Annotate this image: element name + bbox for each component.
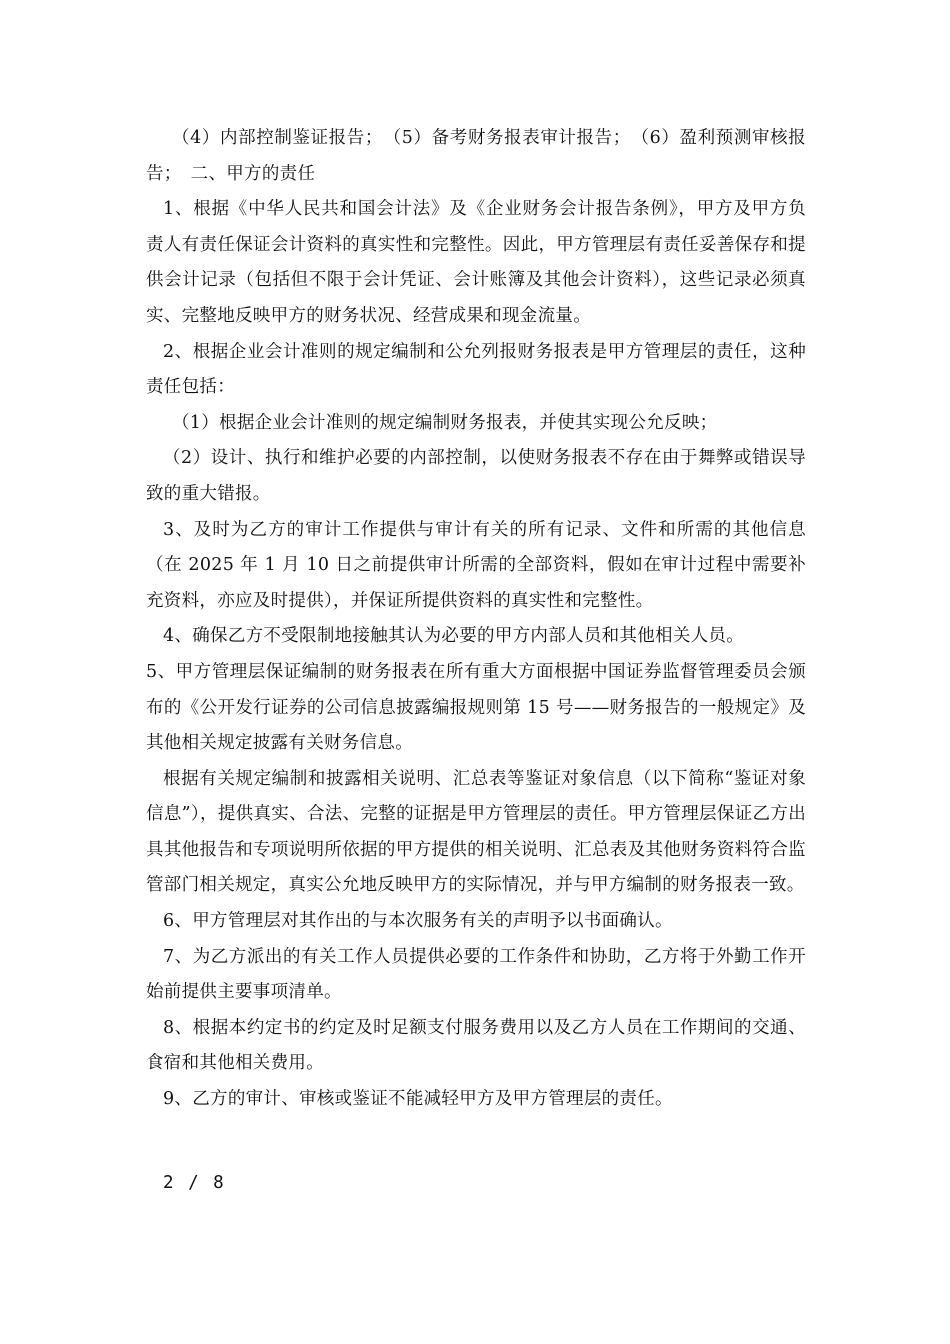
paragraph-responsibility-4: 4、确保乙方不受限制地接触其认为必要的甲方内部人员和其他相关人员。 [163,626,745,647]
paragraph-responsibility-7: 7、为乙方派出的有关工作人员提供必要的工作条件和协助，乙方将于外勤工作开始前提供主要事项清单。 [146,946,806,1003]
paragraph-responsibility-2-item-2: （2）设计、执行和维护必要的内部控制，以使财务报表不存在由于舞弊或错误导致的重大错报。 [146,448,806,504]
paragraph-responsibility-9: 9、乙方的审计、审核或鉴证不能减轻甲方及甲方管理层的责任。 [163,1089,673,1110]
paragraph-assurance-info: 根据有关规定编制和披露相关说明、汇总表等鉴证对象信息（以下简称“鉴证对象信息”），提供真实、合法、完整的证据是甲方管理层的责任。甲方管理层保证乙方出具其他报告和专项说明所依据的甲方提供的相关说明、汇总表及其他财务资料符合监管部门相关规定，真实公允地反映甲方的实际情况，并与甲方编制的财务报表一致。 [146,768,806,896]
paragraph-responsibility-1: 1、根据《中华人民共和国会计法》及《企业财务会计报告条例》，甲方及甲方负责人有责任保证会计资料的真实性和完整性。因此，甲方管理层有责任妥善保存和提供会计记录（包括但不限于会计凭证、会计账簿及其他会计资料），这些记录必须真实、完整地反映甲方的财务状况、经营成果和现金流量。 [146,199,806,326]
document-body [146,121,806,1118]
paragraph-responsibility-8: 8、根据本约定书的约定及时足额支付服务费用以及乙方人员在工作期间的交通、食宿和其他相关费用。 [146,1017,806,1074]
page-number: 2 / 8 [163,1173,226,1193]
paragraph-report-types: （4）内部控制鉴证报告； （5）备考财务报表审计报告； （6）盈利预测审核报告； 二、甲方的责任 [146,128,806,184]
paragraph-responsibility-5: 5、甲方管理层保证编制的财务报表在所有重大方面根据中国证券监督管理委员会颁布的《公开发行证券的公司信息披露编报规则第 15 号——财务报告的一般规定》及其他相关规定披露有关财务信息。 [146,661,806,754]
paragraph-responsibility-2-item-1: （1）根据企业会计准则的规定编制财务报表，并使其实现公允反映； [172,412,718,433]
paragraph-responsibility-3: 3、及时为乙方的审计工作提供与审计有关的所有记录、文件和所需的其他信息（在 2025 年 1 月 10 日之前提供审计所需的全部资料，假如在审计过程中需要补充资料，亦应及时提供），并保证所提供资料的真实性和完整性。 [146,519,806,611]
paragraph-responsibility-2: 2、根据企业会计准则的规定编制和公允列报财务报表是甲方管理层的责任，这种责任包括： [146,341,806,398]
paragraph-responsibility-6: 6、甲方管理层对其作出的与本次服务有关的声明予以书面确认。 [163,911,673,932]
